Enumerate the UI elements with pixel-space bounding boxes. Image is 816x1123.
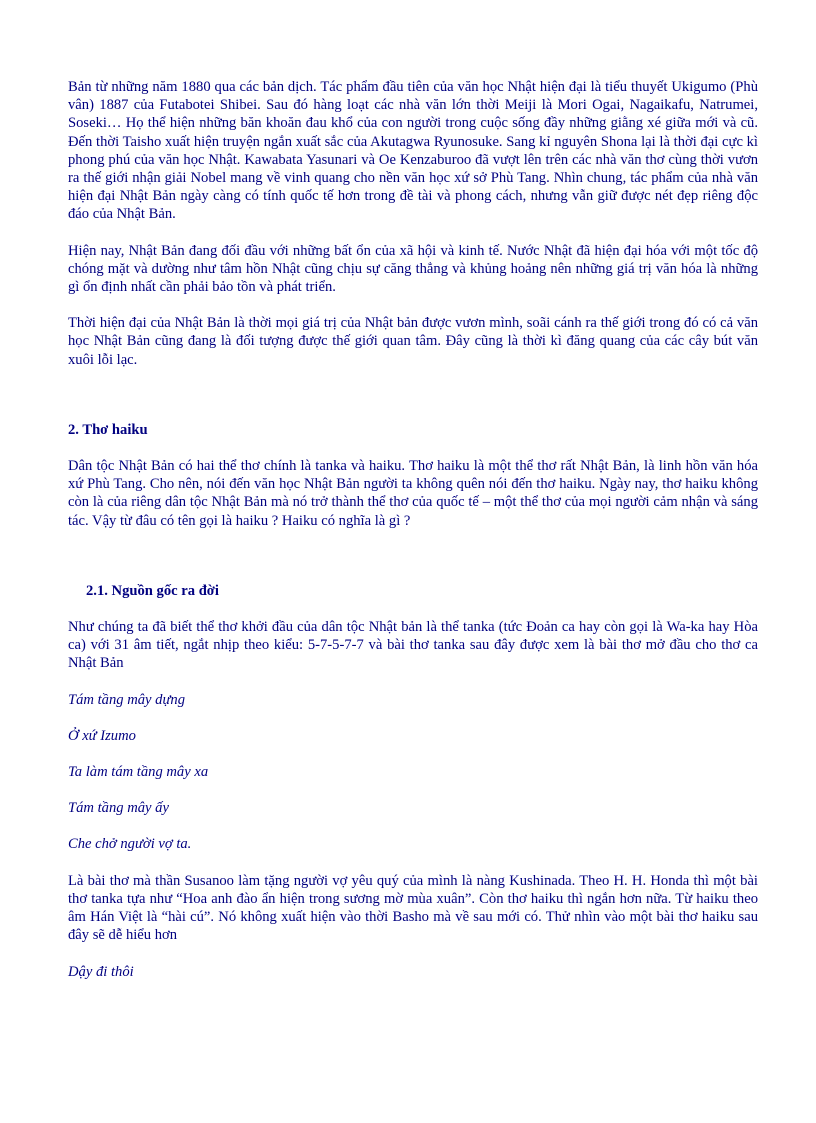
paragraph-haiku-intro: Dân tộc Nhật Bản có hai thể thơ chính là tanka và haiku. Thơ haiku là một thể thơ rất Nhật Bản, là linh hồn văn hóa xứ Phù Tang. Cho nên, nói đến văn học Nhật Bản người ta không quên nói đến thơ haiku. Ngày nay, thơ haiku không còn là của riêng dân tộc Nhật Bản mà nó trở thành thể thơ của quốc tế – một thể thơ của mọi người cảm nhận và sáng tác. Vậy từ đâu có tên gọi là haiku ? Haiku có nghĩa là gì ? — [68, 458, 758, 529]
poem-line: Tám tầng mây ấy — [68, 800, 169, 817]
poem-line: Ở xứ Izumo — [68, 727, 136, 744]
paragraph-susanoo: Là bài thơ mà thần Susanoo làm tặng người vợ yêu quý của mình là nàng Kushinada. Theo H. H. Honda thì một bài thơ tanka tựa như “Hoa anh đào ẩn hiện trong sương mờ mùa xuân”. Còn thơ haiku thì ngắn hơn nữa. Từ haiku theo âm Hán Việt là “hài cú”. Nó không xuất hiện vào thời Basho mà về sau mới có. Thử nhìn vào một bài thơ haiku sau đây sẽ dễ hiểu hơn — [68, 872, 758, 944]
paragraph-modern-era: Thời hiện đại của Nhật Bản là thời mọi giá trị của Nhật bản được vươn mình, soãi cánh ra thế giới trong đó có cả văn học Nhật Bản cũng đang là đối tượng được thế giới quan tâm. Đây cũng là thời kì đăng quang của các cây bút văn xuôi lỗi lạc. — [68, 315, 758, 368]
paragraph-origin: Như chúng ta đã biết thể thơ khởi đầu của dân tộc Nhật bản là thể tanka (tức Đoản ca hay còn gọi là Wa-ka hay Hòa ca) với 31 âm tiết, ngắt nhịp theo kiểu: 5-7-5-7-7 và bài thơ tanka sau đây được xem là bài thơ mở đầu cho thơ ca Nhật Bản — [68, 619, 758, 672]
document-page — [68, 78, 758, 981]
spacer — [68, 530, 758, 582]
poem-line: Che chở người vợ ta. — [68, 836, 192, 853]
paragraph-modern-literature: Bản từ những năm 1880 qua các bản dịch. Tác phẩm đầu tiên của văn học Nhật hiện đại là tiểu thuyết Ukigumo (Phù vân) 1887 của Futabotei Shibei. Sau đó hàng loạt các nhà văn lớn thời Meiji là Mori Ogai, Nagaikafu, Natrumei, Soseki… Họ thể hiện những băn khoăn đau khổ của con người trong cuộc sống đầy những giằng xé giữa mới và cũ. Đến thời Taisho xuất hiện truyện ngắn xuất sắc của Akutagwa Ryunosuke. Sang kỉ nguyên Shona lại là thời đại cực kì phong phú của văn học Nhật. Kawabata Yasunari và Oe Kenzaburoo đã vượt lên trên các nhà văn thơ cùng thời vươn ra thế giới nhận giải Nobel mang về vinh quang cho nền văn học xứ sở Phù Tang. Nhìn chung, tác phẩm của nhà văn hiện đại Nhật Bản ngày càng có tính quốc tế hơn trong đề tài và phong cách, nhưng vẫn giữ được nét đẹp riêng độc đáo của Nhật Bản. — [68, 79, 758, 223]
spacer — [68, 369, 758, 421]
poem-line: Ta làm tám tầng mây xa — [68, 764, 209, 781]
paragraph-current-japan: Hiện nay, Nhật Bản đang đối đầu với những bất ổn của xã hội và kinh tế. Nước Nhật đã hiện đại hóa với một tốc độ chóng mặt và dường như tâm hồn Nhật cũng chịu sự căng thẳng và khủng hoảng nên những giá trị văn hóa là những gì ổn định nhất cần phải bảo tồn và phát triển. — [68, 242, 758, 296]
poem-line: Dậy đi thôi — [68, 963, 134, 980]
subsection-heading-origin: 2.1. Nguồn gốc ra đời — [86, 582, 219, 599]
section-heading-haiku: 2. Thơ haiku — [68, 421, 148, 438]
poem-line: Tám tầng mây dựng — [68, 691, 186, 708]
